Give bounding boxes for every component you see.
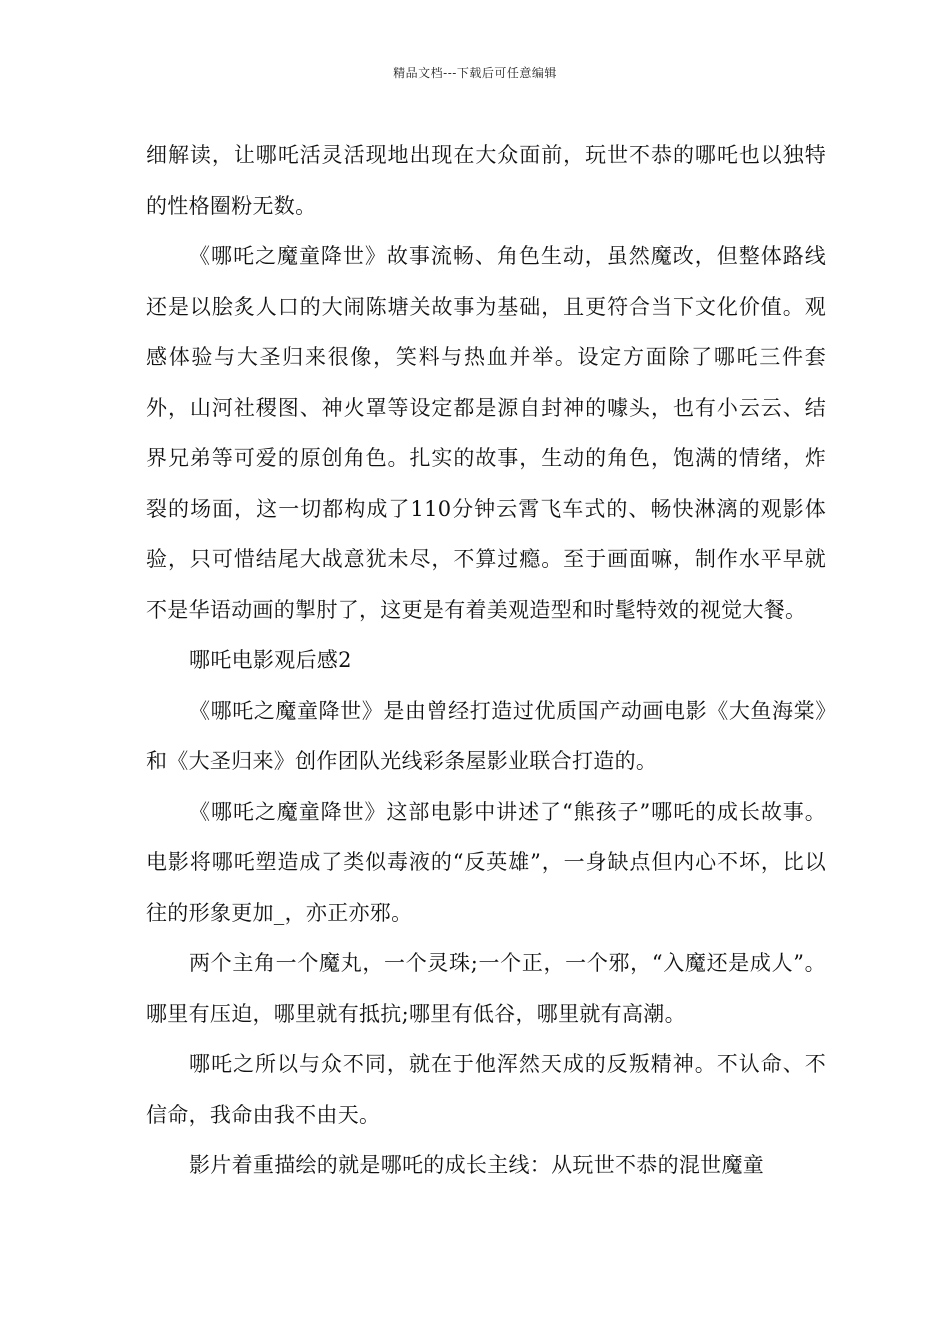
paragraph-growth: 影片着重描绘的就是哪吒的成长主线：从玩世不恭的混世魔童 — [189, 1153, 765, 1177]
page-header: 精品文档---下载后可任意编辑 — [393, 66, 557, 80]
paragraph-protagonists: 两个主角一个魔丸，一个灵珠;一个正，一个邪，“入魔还是成人”。哪里有压迫，哪里就有抵抗;哪里有低谷，哪里就有高潮。 — [146, 951, 826, 1026]
paragraph-review-summary: 《哪吒之魔童降世》故事流畅、角色生动，虽然魔改，但整体路线还是以脍炙人口的大闹陈塘关故事为基础，且更符合当下文化价值。观感体验与大圣归来很像，笑料与热血并举。设定方面除了哪吒三件套外，山河社稷图、神火罩等设定都是源自封神的噱头，也有小云云、结界兄弟等可爱的原创角色。扎实的故事，生动的角色，饱满的情绪，炸裂的场面，这一切都构成了110分钟云霄飞车式的、畅快淋漓的观影体验，只可惜结尾大战意犹未尽，不算过瘾。至于画面嘛，制作水平早就不是华语动画的掣肘了，这更是有着美观造型和时髦特效的视觉大餐。 — [146, 244, 826, 622]
paragraph-story: 《哪吒之魔童降世》这部电影中讲述了“熊孩子”哪吒的成长故事。电影将哪吒塑造成了类似毒液的“反英雄”，一身缺点但内心不坏，比以往的形象更加_，亦正亦邪。 — [146, 799, 826, 925]
paragraph-continued: 细解读，让哪吒活灵活现地出现在大众面前，玩世不恭的哪吒也以独特的性格圈粉无数。 — [146, 143, 826, 218]
paragraph-production: 《哪吒之魔童降世》是由曾经打造过优质国产动画电影《大鱼海棠》和《大圣归来》创作团队光线彩条屋影业联合打造的。 — [146, 698, 826, 773]
document-body — [146, 130, 826, 1191]
paragraph-rebellion: 哪吒之所以与众不同，就在于他浑然天成的反叛精神。不认命、不信命，我命由我不由天。 — [146, 1052, 826, 1127]
section-heading: 哪吒电影观后感2 — [189, 648, 352, 672]
